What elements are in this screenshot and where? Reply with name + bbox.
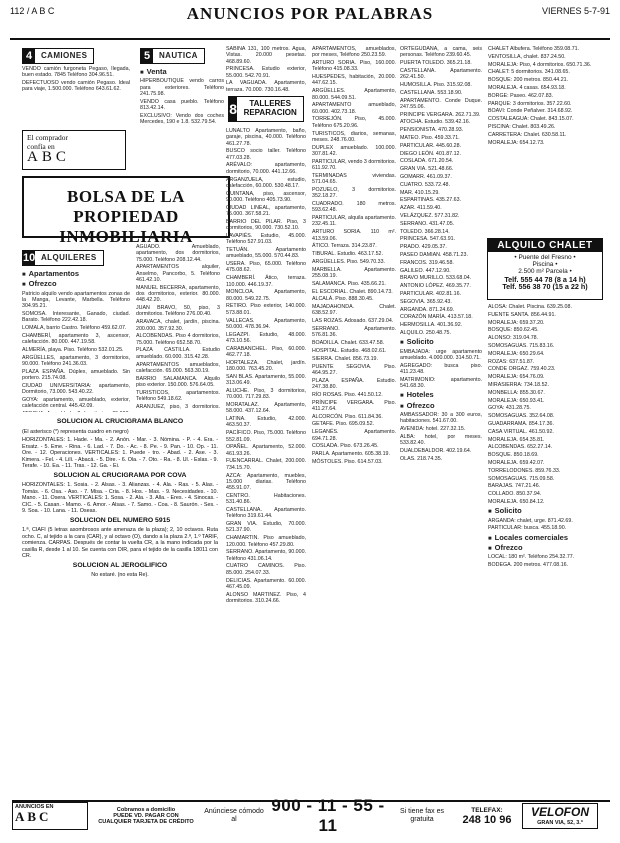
classified-ad: PARQUE: 3 dormitorios. 357.22.60. <box>488 100 572 107</box>
classified-ad: VENDO casa pueblo. Teléfono 813.42.14. <box>140 98 224 111</box>
classified-ad: OLAS. 218.74.35. <box>400 455 443 462</box>
solution-text: No estaré. (no esta Re). <box>91 572 149 578</box>
classified-ad: SOMOSAGUAS. 715.09.58. <box>488 475 555 482</box>
classified-ad: PRINCESA. 547.63.91. <box>400 236 456 243</box>
classified-ad: PARTICULAR, vendo 3 dormitorios. 611.92.70. <box>312 158 396 172</box>
classified-ad: MORALEJA. 654.35.81. <box>488 436 545 443</box>
classified-ad: ROZAS: 637.51.87. <box>488 358 535 365</box>
classified-ad: PRINCIPE VERGARA. 262.71.39. <box>400 111 481 118</box>
classified-ad: GUADARRAMA. 854.17.36. <box>488 420 554 427</box>
classified-ad: PACÍFICO. Piso, 75.000. Teléfono 552.81.09. <box>226 430 306 443</box>
alquilo-chalet-ad <box>487 238 603 300</box>
comprador-line-2: confía en <box>27 142 55 151</box>
footer-cobro <box>88 807 204 826</box>
classified-ad: FRANCOS. 319.46.58. <box>400 259 454 266</box>
subsection-solicito: ■ Solicito <box>400 339 482 346</box>
classified-ad: AMBASSADOR: 30 a 300 euros, habitaciones. 541.67.00. <box>400 411 482 425</box>
column-1-alquileres <box>22 248 130 412</box>
velofon-logo <box>522 803 598 829</box>
classified-ad: ALCALÁ. Piso. 888.30.45. <box>312 296 374 303</box>
classified-ad: ALBA: hotel, por meses. 533.82.40. <box>400 433 482 447</box>
solution-text: HORIZONTALES: 1. Hade. - Ma. - 2. Anón. - Mar. - 3. Nómina. - P. - 4. Era. - Ersatz. - 5. Eme. - Rina. - 6. Lad. - 7. Do. - Ac. - 8. Pe. - 9. Pan. - 10. Op. - 11. Ore. - 12. Operaciones. VERTICALES: 1. Puede - tro. - Abad. - 2. Ase. - 3. Kimera. - Fel. - 4. Lilí. - Abacá. - 5. Dire. - 6. Ola. - 7. Oto. - Ra. - 8. Ul. - Eslas. - 9. Terafe. - 10. Ea. - 11. Tras. - 12. Ga. - Ei. <box>22 437 218 469</box>
classified-ad: BOSQUE: 200 metros. 850.44.21. <box>488 77 569 84</box>
footer-cobro-line: Cobramos a domicilio <box>116 806 176 813</box>
column-3-top <box>226 46 306 92</box>
classified-ad: APARTAMENTOS amueblados, calefacción. 65.000. 563.30.19. <box>136 361 220 374</box>
classified-ad: CONDE ORGAZ. 759.40.23. <box>488 366 556 373</box>
solution-title: SOLUCION AL JEROGLIFICO <box>72 561 168 569</box>
classified-ad: HUESPEDES, habitación, 20.000. 447.62.15. <box>312 74 396 87</box>
classified-ad: BOAVI: Conde Peñalver. 314.68.92. <box>488 108 573 115</box>
solution-title: SOLUCION AL CRUCIGRAMA BLANCO <box>56 418 184 425</box>
classified-ad: PUERTA TOLEDO. 365.21.18. <box>400 60 472 67</box>
classified-ad: CORAZÓN MARÍA. 413.57.18. <box>400 314 473 321</box>
classified-ad: CUADRADO. 180 metros. 593.62.48. <box>312 201 396 214</box>
solution-text: HORIZONTALES: 1. Sosia. - 2. Alsas. - 3. Alianzas. - 4. Ala. - Ras. - 5. Alas. - Tomás. - 6. Osa. - Aso. - 7. Misa. - Cria. - 8. Hos. - Mas. - 9. Necesidades. - 10. Mano. - 11. Osera. VERTICALES: 1. Sosa. - 2. Ala. - 3. Alla. - Eres. - 4. Sinocas. - CIC. - 5. Casan. - Mamo. - 6. Amor. - Alsas. - 7. Samo. - Coa. - 8. Saurón. - Ses. - 9. Soa. - 10. Lana. - 11. Oseas. <box>22 482 218 514</box>
page-number: 112 / A B C <box>10 6 55 16</box>
classified-ad: PUENTE SEGOVIA. Piso. 464.95.27. <box>312 363 396 376</box>
footer-fax-note: Si tiene fax es gratuita <box>400 808 444 823</box>
classified-ad: GALILEO. 447.12.90. <box>400 267 451 274</box>
classified-ad: COLLADO. 850.37.94. <box>488 491 542 498</box>
classified-ad: PLAZA CASTILLA. Estudio amueblado. 60.000. 315.42.28. <box>136 347 220 360</box>
classified-ad: DEFECTUOSO vendo camión Pegaso. Ideal para viaje, 1.500.000. Teléfono 643.61.62. <box>22 80 130 93</box>
classified-ad: MAJADAHONDA. Chalet. 638.52.97. <box>312 304 396 317</box>
classified-ad: HIPERBOUTIQUE vendo carros para exteriores. Teléfono 241.75.98. <box>140 78 224 97</box>
classified-ad: FUENTE SANTA. 856.44.91. <box>488 311 556 318</box>
classified-ad: ALUCHE. Piso, 3 dormitorios, 70.000. 717.29.83. <box>226 387 306 401</box>
solution-title: SOLUCION AL CRUCIGRAMA POR COVA <box>53 471 187 479</box>
classified-ad: ATOCHA. Estudio. 539.42.16. <box>400 119 471 126</box>
classified-ad: MARBELLA. Apartamento. 255.08.19. <box>312 266 396 279</box>
classified-ad: CASTELLANA. 553.18.90. <box>400 89 463 96</box>
subsection-apartamentos: ■ Apartamentos <box>22 271 130 278</box>
classified-ad: HORTALEZA. Chalet, jardín. 180.000. 763.45.20. <box>226 359 306 373</box>
classified-ad: SOMOSAGUAS. 352.64.08. <box>488 413 555 420</box>
abc-logo: ABC <box>27 149 70 165</box>
classified-ad: PARLA. Apartamento. 605.38.19. <box>312 451 390 458</box>
column-2b <box>136 244 220 410</box>
classified-ad: MAR. 410.15.29. <box>400 189 440 196</box>
alquilo-line: • Puente del Fresno • <box>514 254 576 261</box>
classified-ad: MIRASIERRA: 734.18.52. <box>488 381 549 388</box>
classified-ad: CENTRO. Habitaciones. 531.40.86. <box>226 492 306 506</box>
classified-ad: MONCLOA. Apartamento, 80.000. 549.22.75. <box>226 289 306 302</box>
classified-ad: SAN BLAS. Apartamento, 55.000. 313.06.49. <box>226 373 306 387</box>
bolsa-propiedad-banner: BOLSA DE LA PROPIEDAD INMOBILIARIA <box>22 176 230 238</box>
classified-ad: TETUÁN. Apartamento amueblado, 55.000. 570.44.83. <box>226 247 306 260</box>
section-label: TALLERES REPARACION <box>243 99 297 117</box>
solution-text: 1.ª, CIAFI (5 letras asombrosos ante amenaza de la plaza); 2, 10 octavos. Ruta ocho. C, al tejido a la cara (CAR), y al octavo (O), dando a la plaza 2.ª, 1.º TARIF, comienza. CARPAS. Después de contar la vuelta CR, a la mano indicada por la casilla R, desde 1 al 10. Se cuenta con DIR, para el tejido de la casilla 18011 con CR. <box>22 527 218 559</box>
classified-ad: PARTICULAR. 402.81.16. <box>400 291 462 297</box>
footer-abc-top: ANUNCIOS EN <box>15 804 54 810</box>
classified-ad: AGUADO. Amueblado, apartamento, dos dormitorios, 75.000. Teléfono 208.12.44. <box>136 244 220 263</box>
classified-ad: PASEO DAMIAN. 458.71.23. <box>400 252 468 259</box>
column-1 <box>22 46 130 130</box>
classified-ad: CHALET Albufera. Teléfono 359.08.71. <box>488 46 580 52</box>
classified-ad: QUINTANA, piso, ascensor, 90.000. Teléfono 405.73.90. <box>226 190 306 203</box>
classified-ad: ALCOBENDAS. 652.27.14. <box>488 444 553 451</box>
column-2 <box>140 46 224 170</box>
classified-ad: SIERRA. Chalet. 856.73.19. <box>312 355 378 362</box>
classified-ad: SOMOSA. Interesante, Ganado, ciudad. Barato. Teléfono 222.42.18. <box>22 310 130 324</box>
classified-ad: MATRIMONIO: apartamento. 541.68.30. <box>400 376 482 390</box>
section-camiones <box>22 48 94 64</box>
classified-ad: LA VAGUADA. Apartamento, terraza. 70.000. 730.16.48. <box>226 80 306 92</box>
classified-ad: DUPLEX amueblado. 100.000. 307.81.42. <box>312 144 396 157</box>
column-3 <box>226 128 306 796</box>
classified-ad: DELICIAS. Apartamento. 60.000. 467.45.09. <box>226 577 306 590</box>
classified-ad: RETIRO. Piso exterior, 140.000. 573.88.01. <box>226 303 306 316</box>
classified-ad: MORALEJA. 659.42.07. <box>488 459 545 466</box>
classified-ad: MORALEJA: 654.76.09. <box>488 374 545 381</box>
classified-ad: FUENCARRAL. Chalet, 200.000. 734.15.70. <box>226 458 306 471</box>
classified-ad: BORGE: Paseo. 462.07.83. <box>488 92 554 99</box>
classified-ad: COSLADA. 671.20.54. <box>400 158 454 165</box>
alquilo-phone: Telf. 556 38 70 (15 a 22 h) <box>502 281 588 291</box>
page-title: ANUNCIOS POR PALABRAS <box>186 4 434 23</box>
footer-banner <box>12 796 610 835</box>
classified-ad: SERRANO. Apartamento. 576.81.36. <box>312 326 396 339</box>
classified-ad: PLAZA ESPAÑA. Dúplex, amueblado. Sin portero. 215.74.08. <box>22 368 130 382</box>
section-nautica <box>140 48 205 64</box>
classified-ad: LOCAL: 180 m². Teléfono 254.32.77. <box>488 554 575 561</box>
classified-ad: CARRETERA: Chalet. 630.58.11. <box>488 131 567 138</box>
footer-phone: 900 - 11 - 55 - 11 <box>271 796 385 835</box>
classified-ad: EXCLUSIVO: Vendo dos coches Mercedes, 190 e 1.8. 532.79.54. <box>140 112 224 126</box>
classified-ad: LAVAPIÉS. Estudio, 45.000. Teléfono 527.91.03. <box>226 232 306 246</box>
classified-ad: RÍO ROSAS. Piso. 441.50.12. <box>312 391 383 398</box>
classified-ad: BOSQUE: 850.62.45. <box>488 327 539 334</box>
section-alquileres <box>22 250 104 266</box>
alquilo-phone: Telf. 555 44 78 (8 a 14 h) <box>504 274 586 284</box>
classified-ad: APARTAMENTOS, amueblados, por meses, Teléfono 250.23.59. <box>312 46 396 59</box>
classified-ad: BUSCO socio taller. Teléfono 477.03.28. <box>226 148 306 161</box>
classified-ad: ARGANZUELA, estudio, calefacción, 60.000. 530.48.17. <box>226 176 306 189</box>
classified-ad: ARTURO SORIA. Piso, 160.000. Teléfono 415.08.33. <box>312 60 396 73</box>
classified-ad: ALCOBENDAS. Piso 4 dormitorios, 75.000. Teléfono 652.58.70. <box>136 333 220 346</box>
classified-ad: CHALET: 5 dormitorios. 341.08.65. <box>488 69 570 76</box>
alquilo-title: ALQUILO CHALET <box>488 239 602 252</box>
classified-ad: BOSQUE. 850.18.69. <box>488 452 539 459</box>
classified-ad: Patricio alquilo vendo apartamentos zonas de la Manga, Levante, Marbella. Teléfono 304.95.21. <box>22 290 130 310</box>
classified-ad: PARTICULAR. 445.60.28. <box>400 142 462 149</box>
classified-ad: BOADILLA. Chalet. 633.47.58. <box>312 340 385 347</box>
abc-logo: ABC <box>15 809 52 824</box>
classified-ad: LAS ROZAS. Adosado. 637.29.04. <box>312 318 394 325</box>
section-number: 8 <box>229 97 237 121</box>
subsection-locales: ■ Locales comerciales <box>488 535 606 542</box>
classified-ad: APARTAMENTOS alquiler, Anselmo, Pancorbo, 5. Teléfono 461.42.10. <box>136 264 220 283</box>
classified-ad: ALONSO MARTINEZ. Piso, 4 dormitorios. 310.24.66. <box>226 591 306 604</box>
classified-ad: BARAJAS. 747.21.46. <box>488 483 541 490</box>
classified-ad: GRAN VIA. Estudio, 70.000. 521.37.90. <box>226 521 306 534</box>
classified-ad: PISCINA: Chalet. 803.49.26. <box>488 123 556 130</box>
classified-ad: AZAR. 411.59.40. <box>400 205 442 212</box>
telefax-number: 248 10 96 <box>462 813 512 826</box>
classified-ad: TERMINADAS viviendas. 571.04.65. <box>312 172 396 186</box>
subsection-hoteles: ■ Hoteles <box>400 392 482 399</box>
classified-ad: MORALEJA: 659.37.20. <box>488 319 545 326</box>
classified-ad: ALMERÍA, playa. Piso. Teléfono 532.01.25. <box>22 346 124 353</box>
classified-ad: MANUEL BECERRA, apartamento, dos dormitorios, exterior. 80.000. 448.42.20. <box>136 284 220 304</box>
classified-ad: USERA. Piso, 65.000. Teléfono 475.08.62. <box>226 261 306 274</box>
classified-ad: ARAVACA, chalet, jardín, piscina. 200.000. 357.92.30. <box>136 319 220 332</box>
section-number: 4 <box>23 49 35 63</box>
velofon-name: VELOFON <box>530 805 589 819</box>
classified-ad: DIEGO LEÓN. 401.87.12. <box>400 150 461 157</box>
classified-ad: CHAMBERÍ, apartamento 3, ascensor, calefacción. 80.000. 447.19.58. <box>22 332 130 346</box>
classified-ad: PRADO. 429.05.37. <box>400 244 447 251</box>
classified-ad: CUATRO. 533.72.48. <box>400 181 450 188</box>
classified-ad: BARRIO DEL PILAR. Piso, 3 dormitorios, 90.000. 730.52.10. <box>226 218 306 232</box>
classified-ad: CIUDAD UNIVERSITARIA: apartamento, Dormitorio, 73.000. 543.40.22. <box>22 382 130 396</box>
classified-ad: LEGANÉS. Apartamento. 694.71.28. <box>312 429 396 442</box>
classified-ad: ORTEGUDANA, a cama, seis personas. Teléfono 239.60.45. <box>400 46 482 59</box>
classified-ad: PARTICULAR, alquila apartamento. 232.45.11. <box>312 215 396 228</box>
classified-ad: APARTAMENTO. Conde Duque. 247.55.06. <box>400 97 482 110</box>
subsection-ofrezco: ■ Ofrezco <box>400 403 482 410</box>
classified-ad: COSTALEAGUA: Chalet. 843.15.07. <box>488 116 574 123</box>
classified-ad: JUAN BRAVO, 50, piso, 3 dormitorios. Teléfono 276.00.40. <box>136 305 220 318</box>
classified-ad: CUATRO CAMINOS. Piso. 85.000. 254.07.33. <box>226 563 306 576</box>
classified-ad: ESPARTINAS. 435.27.63. <box>400 197 462 204</box>
classified-ad: MORATALAZ. Apartamento, 58.000. 437.12.64. <box>226 402 306 415</box>
classified-ad: COSLADA. Piso. 673.26.45. <box>312 443 379 450</box>
crossword-solutions <box>22 416 218 581</box>
classified-ad: GOYA: apartamento, amueblado, exterior, calefacción central. 445.42.09. <box>22 397 130 410</box>
classified-ad: SOMOSAGUAS. 715.83.16. <box>488 342 555 349</box>
classified-ad: ARGANDA. 871.24.69. <box>400 306 455 313</box>
subsection-ofrezco: ■ Ofrezco <box>488 545 606 552</box>
classified-ad: ALCORCÓN. Piso. 611.84.36. <box>312 413 383 420</box>
section-talleres <box>228 96 304 122</box>
classified-ad: PARTICULAR: busca. 455.18.90. <box>488 525 567 532</box>
alquilo-line: 2.500 m² Parcela • <box>518 268 572 276</box>
section-label: NAUTICA <box>159 50 198 60</box>
classified-ad: TURISTICOS, diarios, semanas, meses. 248.76.00. <box>312 130 396 143</box>
classified-ad: MONBELLA: 855.30.67. <box>488 389 545 396</box>
classified-ad: HUMOSILLA. Piso. 315.92.08. <box>400 81 472 88</box>
classified-ad: SEGOVIA. 365.92.43. <box>400 298 452 305</box>
column-5 <box>400 46 482 796</box>
classified-ad: CIUDAD LINEAL, apartamento, 75.000. 367.58.21. <box>226 204 306 218</box>
classified-ad: LEGAZPI. Estudio, 48.000. 473.10.56. <box>226 331 306 344</box>
classified-ad: CHAMARTIN. Piso amueblado, 120.000. Teléfono 457.29.80. <box>226 535 306 548</box>
classified-ad: VENTOSILLA, chalet. 837.24.50. <box>488 53 566 60</box>
classified-ad: MORALEJA. 650.84.12. <box>488 498 545 505</box>
classified-ad: HOSPITAL. Estudio. 468.02.61. <box>312 347 387 354</box>
classified-ad: SERRANO. Apartamento, 90.000. Teléfono 431.06.14. <box>226 549 306 562</box>
classified-ad: SABINA 131, 100 metros. Agua, Vistas. 20.000 pesetas. 468.89.60. <box>226 46 306 65</box>
page-header <box>10 4 610 40</box>
classified-ad: ARGÜELLES. Piso. 549.70.33. <box>312 258 386 265</box>
classified-ad: APARTAMENTO amueblado, 60.000. 402.73.18. <box>312 102 396 115</box>
alquilo-line: Piscina • <box>532 261 558 269</box>
classified-ad: PRINCESA. Estudio exterior, 55.000. 542.70.91. <box>226 66 306 79</box>
classified-ad: MORALEJA: 654.12.73. <box>488 139 545 146</box>
classified-ad: LUNALTO Apartamento, baño, garaje, piscina, 40.000. Teléfono 461.27.78. <box>226 128 306 147</box>
classified-ad: CHAMBERÍ. Ático, terraza. 110.000. 446.19.37. <box>226 275 306 288</box>
classified-ad: OPAÑEL. Apartamento, 52.000. 461.93.26. <box>226 444 306 457</box>
classified-ad: DUALDEBALDOR. 402.19.64. <box>400 447 472 454</box>
classified-ad: CASTELLANA. Apartamento. Teléfono 319.61.44. <box>226 507 306 520</box>
footer-anunciese: Anúnciese cómodo al <box>204 808 264 823</box>
classified-ad: TORRELODONES. 859.76.33. <box>488 467 561 474</box>
footer-cobro-line: PUEDE VD. PAGAR CON <box>113 812 179 819</box>
classified-ad: ARGÜELLES. Apartamento, 80.000. 544.09.51. <box>312 88 396 101</box>
classified-ad: MORALEJA: 650.29.64. <box>488 350 545 357</box>
solution-note: (El asterisco (*) representa cuadro en negro) <box>22 428 129 435</box>
section-number: 5 <box>141 49 153 63</box>
velofon-address: GRAN VIA, 52, 3.ª <box>537 820 583 826</box>
classified-ad: ALQUILO. 250.48.75. <box>400 329 451 336</box>
classified-ad: GOMARR. 461.09.37. <box>400 174 452 181</box>
classified-ad: VALLECAS. Apartamento, 50.000. 478.36.94. <box>226 317 306 330</box>
classified-ad: CASA VIRTUAL. 461.50.92. <box>488 428 554 435</box>
telefax-label: TELEFAX: <box>471 806 503 814</box>
classified-ad: GETAFE. Piso. 695.09.52. <box>312 421 375 428</box>
classified-ad: VELÁZQUEZ. 577.31.82. <box>400 213 460 220</box>
classified-ad: EMBAJADA: urge apartamento amueblado. 4.000.000. 314.50.71. <box>400 348 482 361</box>
classified-ad <box>22 411 130 412</box>
classified-ad: PLAZA ESPAÑA. Estudio. 247.38.80. <box>312 377 396 390</box>
classified-ad: ARTURO SORIA. 110 m². 413.59.06. <box>312 229 396 242</box>
subsection-solicito: ■ Solicito <box>488 508 606 515</box>
classified-ad: PENSIONISTA. 470.28.93. <box>400 127 464 134</box>
classified-ad: MATEO. Piso. 459.33.71. <box>400 135 460 142</box>
issue-date: VIERNES 5-7-91 <box>541 6 610 16</box>
classified-ad: ALOSA: Chalet. Piscina. 639.25.08. <box>488 304 572 310</box>
classified-ad: SERRANO. 431.47.05. <box>400 220 455 227</box>
column-6-top <box>488 46 606 234</box>
subsection-venta: ■ Venta <box>140 69 224 76</box>
classified-ad: VENDO camión furgoneta Pegaso, Ilegada, buen estado. 7845 Teléfono 304.96.51. <box>22 66 130 79</box>
classified-ad: ARGANDA: chalet, urge. 871.42.69. <box>488 517 573 524</box>
classified-ad: CASTELLANA. Apartamento. 262.41.50. <box>400 67 482 81</box>
classified-ad: POZUELO, 3 dormitorios. 352.18.27. <box>312 186 396 200</box>
classified-ad: ARÉVALO: apartamento, dormitorio, 70.000. 441.12.66. <box>226 162 306 175</box>
footer-cobro-line: CUALQUIER TARJETA DE CRÉDITO <box>98 819 194 826</box>
column-4 <box>312 46 396 796</box>
classified-ad: GOYA: 431.28.75. <box>488 405 531 412</box>
classified-ad: CARABANCHEL. Piso, 60.000. 462.77.18. <box>226 345 306 358</box>
classified-ad: AVENIDA: hotel. 227.32.15. <box>400 426 466 433</box>
classified-ad: BRAVO MURILLO. 533.68.04. <box>400 275 472 282</box>
classified-ad: EL ESCORIAL. Chalet. 890.14.73. <box>312 288 393 295</box>
classified-ad: BARRIO SALAMANCA. Alquilo piso exterior. 150.000. 576.64.05. <box>136 375 220 388</box>
subsection-ofrezco: ■ Ofrezco <box>22 281 130 288</box>
section-number: 10 <box>23 252 36 264</box>
classified-ad: AGREGADO: busca piso. 411.23.48. <box>400 362 482 375</box>
classified-ad: ARANJUEZ, piso, 3 dormitorios. <box>136 403 220 410</box>
classified-ad: TOLEDO. 366.28.14. <box>400 228 450 235</box>
section-label: CAMIONES <box>41 50 88 60</box>
classified-ad: GRAN VIA. 521.48.66. <box>400 166 454 173</box>
classified-ad: MORALEJA: Piso, 4 dormitorios. 650.71.36. <box>488 61 592 68</box>
classified-ad: HERMOSILLA. 401.36.92. <box>400 322 463 329</box>
classified-ad: LOMALA, barrio Castro. Teléfono 459.62.07. <box>22 325 127 332</box>
classified-ad: BODEGA. 200 metros. 477.08.16. <box>488 562 569 568</box>
classified-ad: ANTONIO LÓPEZ. 469.35.77. <box>400 283 471 290</box>
classified-ad: TURISTICOS, apartamentos. Teléfono 549.18.62. <box>136 389 220 403</box>
classified-ad: TIBURAL. Estudio. 463.17.52. <box>312 251 383 258</box>
classified-ad: TORREJÓN. Piso, 45.000. Teléfono 675.20.96. <box>312 116 396 129</box>
classified-ad: MÓSTOLES. Piso. 614.57.03. <box>312 458 383 465</box>
classified-ad: ALONSO: 319.04.78. <box>488 335 539 342</box>
footer-abc-box <box>12 802 88 830</box>
classified-ad: PRÍNCIPE VERGARA. Piso. 411.27.64. <box>312 399 396 412</box>
classified-ad: LATINA. Estudio, 42.000. 463.50.37. <box>226 416 306 429</box>
comprador-box <box>22 130 126 170</box>
column-6 <box>488 304 606 796</box>
classified-ad: MORALEJA: 650.93.41. <box>488 397 545 404</box>
classified-ad: AZCA: Apartamento, muebles, 15.000 diarias. Teléfono 455.91.07. <box>226 472 306 492</box>
solution-title: SOLUCION DEL NUMERO 5915 <box>69 516 171 524</box>
footer-telefax <box>452 807 522 826</box>
classified-ad: MORALEJA. 4 casas. 654.93.18. <box>488 84 566 91</box>
classified-ad: SALAMANCA. Piso. 435.66.21. <box>312 280 386 287</box>
classified-ad: ÁTICO. Terraza. 314.23.87. <box>312 243 377 250</box>
classified-ad: ARGÜELLES, apartamento, 3 dormitorios, 90.000. Teléfono 241.36.03. <box>22 354 130 368</box>
section-label: ALQUILERES <box>41 252 97 262</box>
comprador-line-1: El comprador <box>27 133 69 142</box>
